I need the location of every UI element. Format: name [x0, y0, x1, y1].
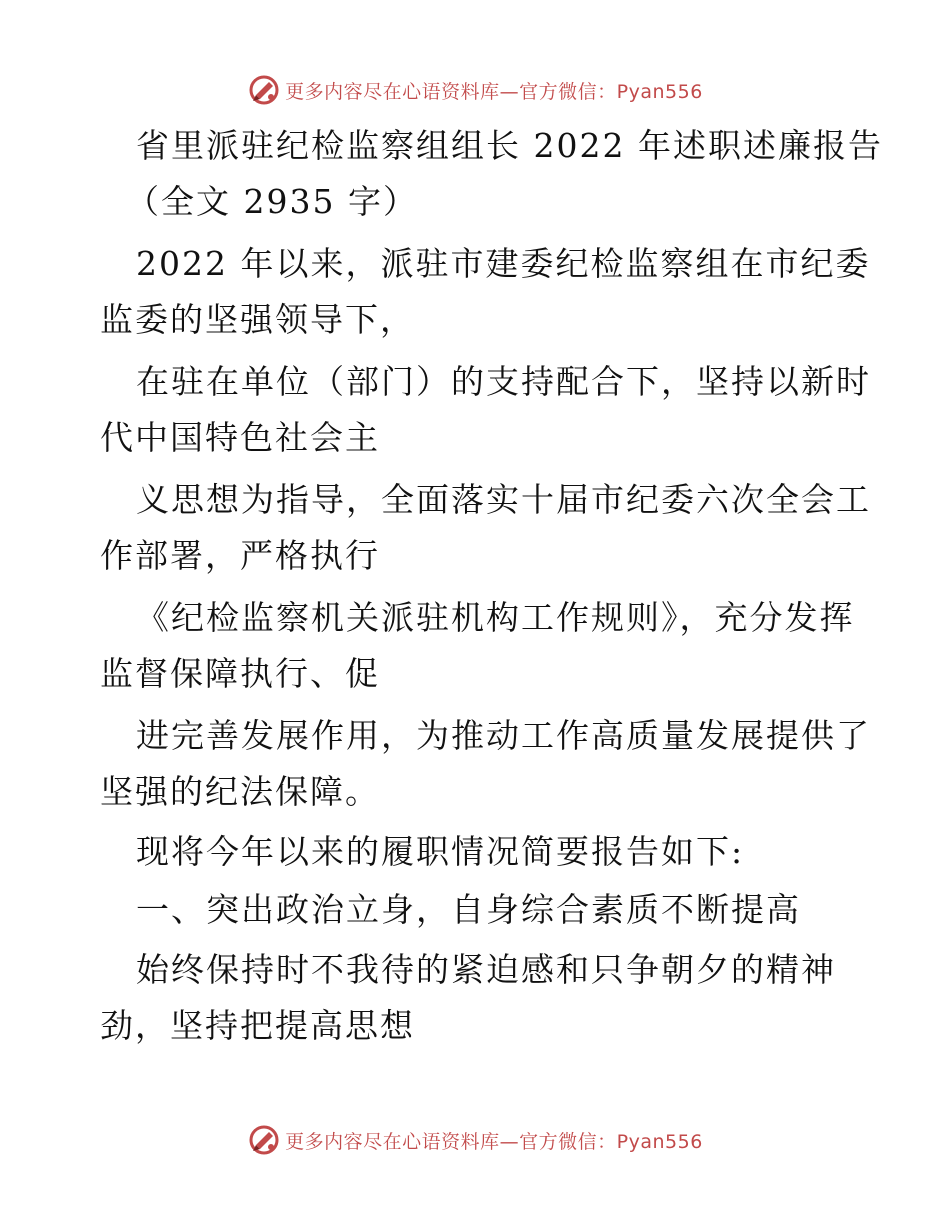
paragraph-line: 代中国特色社会主 [100, 418, 380, 457]
paragraph-line: 《纪检监察机关派驻机构工作规则》，充分发挥 [136, 598, 855, 637]
watermark-header [0, 72, 950, 108]
paragraph-line: 2022 年以来，派驻市建委纪检监察组在市纪委 [136, 244, 871, 283]
paragraph-line: 坚强的纪法保障。 [100, 772, 380, 811]
document-subtitle: （全文 2935 字） [126, 182, 418, 221]
paragraph-line: 监督保障执行、促 [100, 654, 380, 693]
paragraph-line: 现将今年以来的履职情况简要报告如下: [136, 832, 745, 871]
paragraph-line: 进完善发展作用，为推动工作高质量发展提供了 [136, 716, 871, 755]
paragraph-line: 在驻在单位（部门）的支持配合下，坚持以新时 [136, 362, 871, 401]
watermark-footer [0, 1122, 950, 1158]
paragraph-line: 劲，坚持把提高思想 [100, 1006, 415, 1045]
watermark-text: 更多内容尽在心语资料库—官方微信：Pyan556 [285, 80, 703, 103]
paragraph-line: 作部署，严格执行 [100, 536, 380, 575]
document-title: 省里派驻纪检监察组组长 2022 年述职述廉报告 [136, 126, 883, 165]
pen-logo-icon [247, 1123, 281, 1157]
watermark-text: 更多内容尽在心语资料库—官方微信：Pyan556 [285, 1130, 703, 1153]
paragraph-line: 始终保持时不我待的紧迫感和只争朝夕的精神 [136, 950, 836, 989]
paragraph-line: 义思想为指导，全面落实十届市纪委六次全会工 [136, 480, 871, 519]
pen-logo-icon [247, 73, 281, 107]
section-heading: 一、突出政治立身，自身综合素质不断提高 [136, 890, 801, 929]
paragraph-line: 监委的坚强领导下， [100, 300, 415, 339]
